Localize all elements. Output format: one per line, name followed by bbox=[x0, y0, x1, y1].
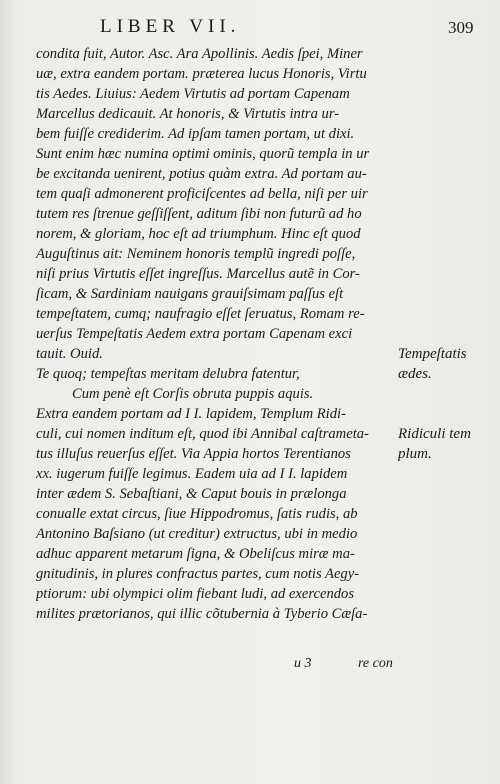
text-line: inter ædem S. Sebaſtiani, & Caput bouis in prælonga bbox=[36, 486, 347, 502]
text-line: tis Aedes. Liuius: Aedem Virtutis ad portam Capenam bbox=[36, 86, 350, 102]
text-line: condita fuit, Autor. Asc. Ara Apollinis. Aedis ſpei, Miner bbox=[36, 46, 363, 62]
text-line: Auguſtinus ait: Neminem honoris templũ ingredi poſſe, bbox=[36, 246, 356, 262]
text-line: uæ, extra eandem portam. præterea lucus Honoris, Virtu bbox=[36, 66, 367, 82]
page-footer bbox=[36, 656, 396, 676]
text-line: culi, cui nomen inditum eſt, quod ibi Annibal caſtrameta- bbox=[36, 426, 369, 442]
text-line: uerſus Tempeſtatis Aedem extra portam Capenam exci bbox=[36, 326, 353, 342]
text-line: conualle extat circus, ſiue Hippodromus, ſatis rudis, ab bbox=[36, 506, 358, 522]
margin-note-line: Ridiculi tem bbox=[398, 426, 471, 442]
text-line: tauit. Ouid. bbox=[36, 346, 103, 362]
page-number: 309 bbox=[448, 18, 474, 37]
main-text-block bbox=[36, 44, 396, 624]
text-line: adhuc apparent metarum ſigna, & Obeliſcus miræ ma- bbox=[36, 546, 355, 562]
text-line: Extra eandem portam ad I I. lapidem, Templum Ridi- bbox=[36, 406, 346, 422]
margin-note-line: plum. bbox=[398, 446, 432, 462]
verse-line: Te quoq; tempeſtas meritam delubra fatentur, bbox=[36, 366, 300, 382]
text-line: gnitudinis, in plures confractus partes, cum notis Aegy- bbox=[36, 566, 360, 582]
text-line: be excitanda uenirent, potius quàm extra. Ad portam au- bbox=[36, 166, 367, 182]
catchword: re con bbox=[358, 656, 393, 671]
text-line: norem, & gloriam, hoc eſt ad triumphum. Hinc eſt quod bbox=[36, 226, 361, 242]
text-line: Marcellus dedicauit. At honoris, & Virtutis intra ur- bbox=[36, 106, 340, 122]
text-line: ptiorum: ubi olympici olim fiebant ludi, ad exercendos bbox=[36, 586, 355, 602]
text-line: tutem res ſtrenue geſſiſſent, aditum ſibi non futurũ ad ho bbox=[36, 206, 362, 222]
text-line: xx. iugerum fuiſſe legimus. Eadem uia ad I I. lapidem bbox=[36, 466, 348, 482]
page-header bbox=[0, 14, 500, 40]
text-line: tus illuſus reuerſus eſſet. Via Appia hortos Terentianos bbox=[36, 446, 351, 462]
margin-note-line: Tempeſtatis bbox=[398, 346, 467, 362]
text-line: ſicam, & Sardiniam nauigans grauiſsimam paſſus eſt bbox=[36, 286, 344, 302]
text-line: Antonino Baſsiano (ut creditur) extructus, ubi in medio bbox=[36, 526, 358, 542]
text-line: bem fuiſſe crediderim. Ad ipſam tamen portam, ut dixi. bbox=[36, 126, 355, 142]
verse-line: Cum penè eſt Corſis obruta puppis aquis. bbox=[72, 386, 314, 402]
text-line: niſi prius Virtutis eſſet ingreſſus. Marcellus autẽ in Cor- bbox=[36, 266, 360, 282]
signature-mark: u 3 bbox=[294, 656, 312, 671]
running-title: LIBER VII. bbox=[100, 16, 241, 37]
margin-note-tempestatis bbox=[398, 344, 498, 384]
text-line: Sunt enim hæc numina optimi ominis, quorũ templa in ur bbox=[36, 146, 370, 162]
margin-note-line: ædes. bbox=[398, 366, 432, 382]
text-line: tem quaſi admonerent proficiſcentes ad bella, niſi per uir bbox=[36, 186, 368, 202]
margin-note-ridiculi bbox=[398, 424, 498, 464]
text-line: milites prætorianos, qui illic cõtubernia à Tyberio Cæſa- bbox=[36, 606, 368, 622]
text-line: tempeſtatem, cumq; naufragio eſſet ſeruatus, Romam re- bbox=[36, 306, 365, 322]
